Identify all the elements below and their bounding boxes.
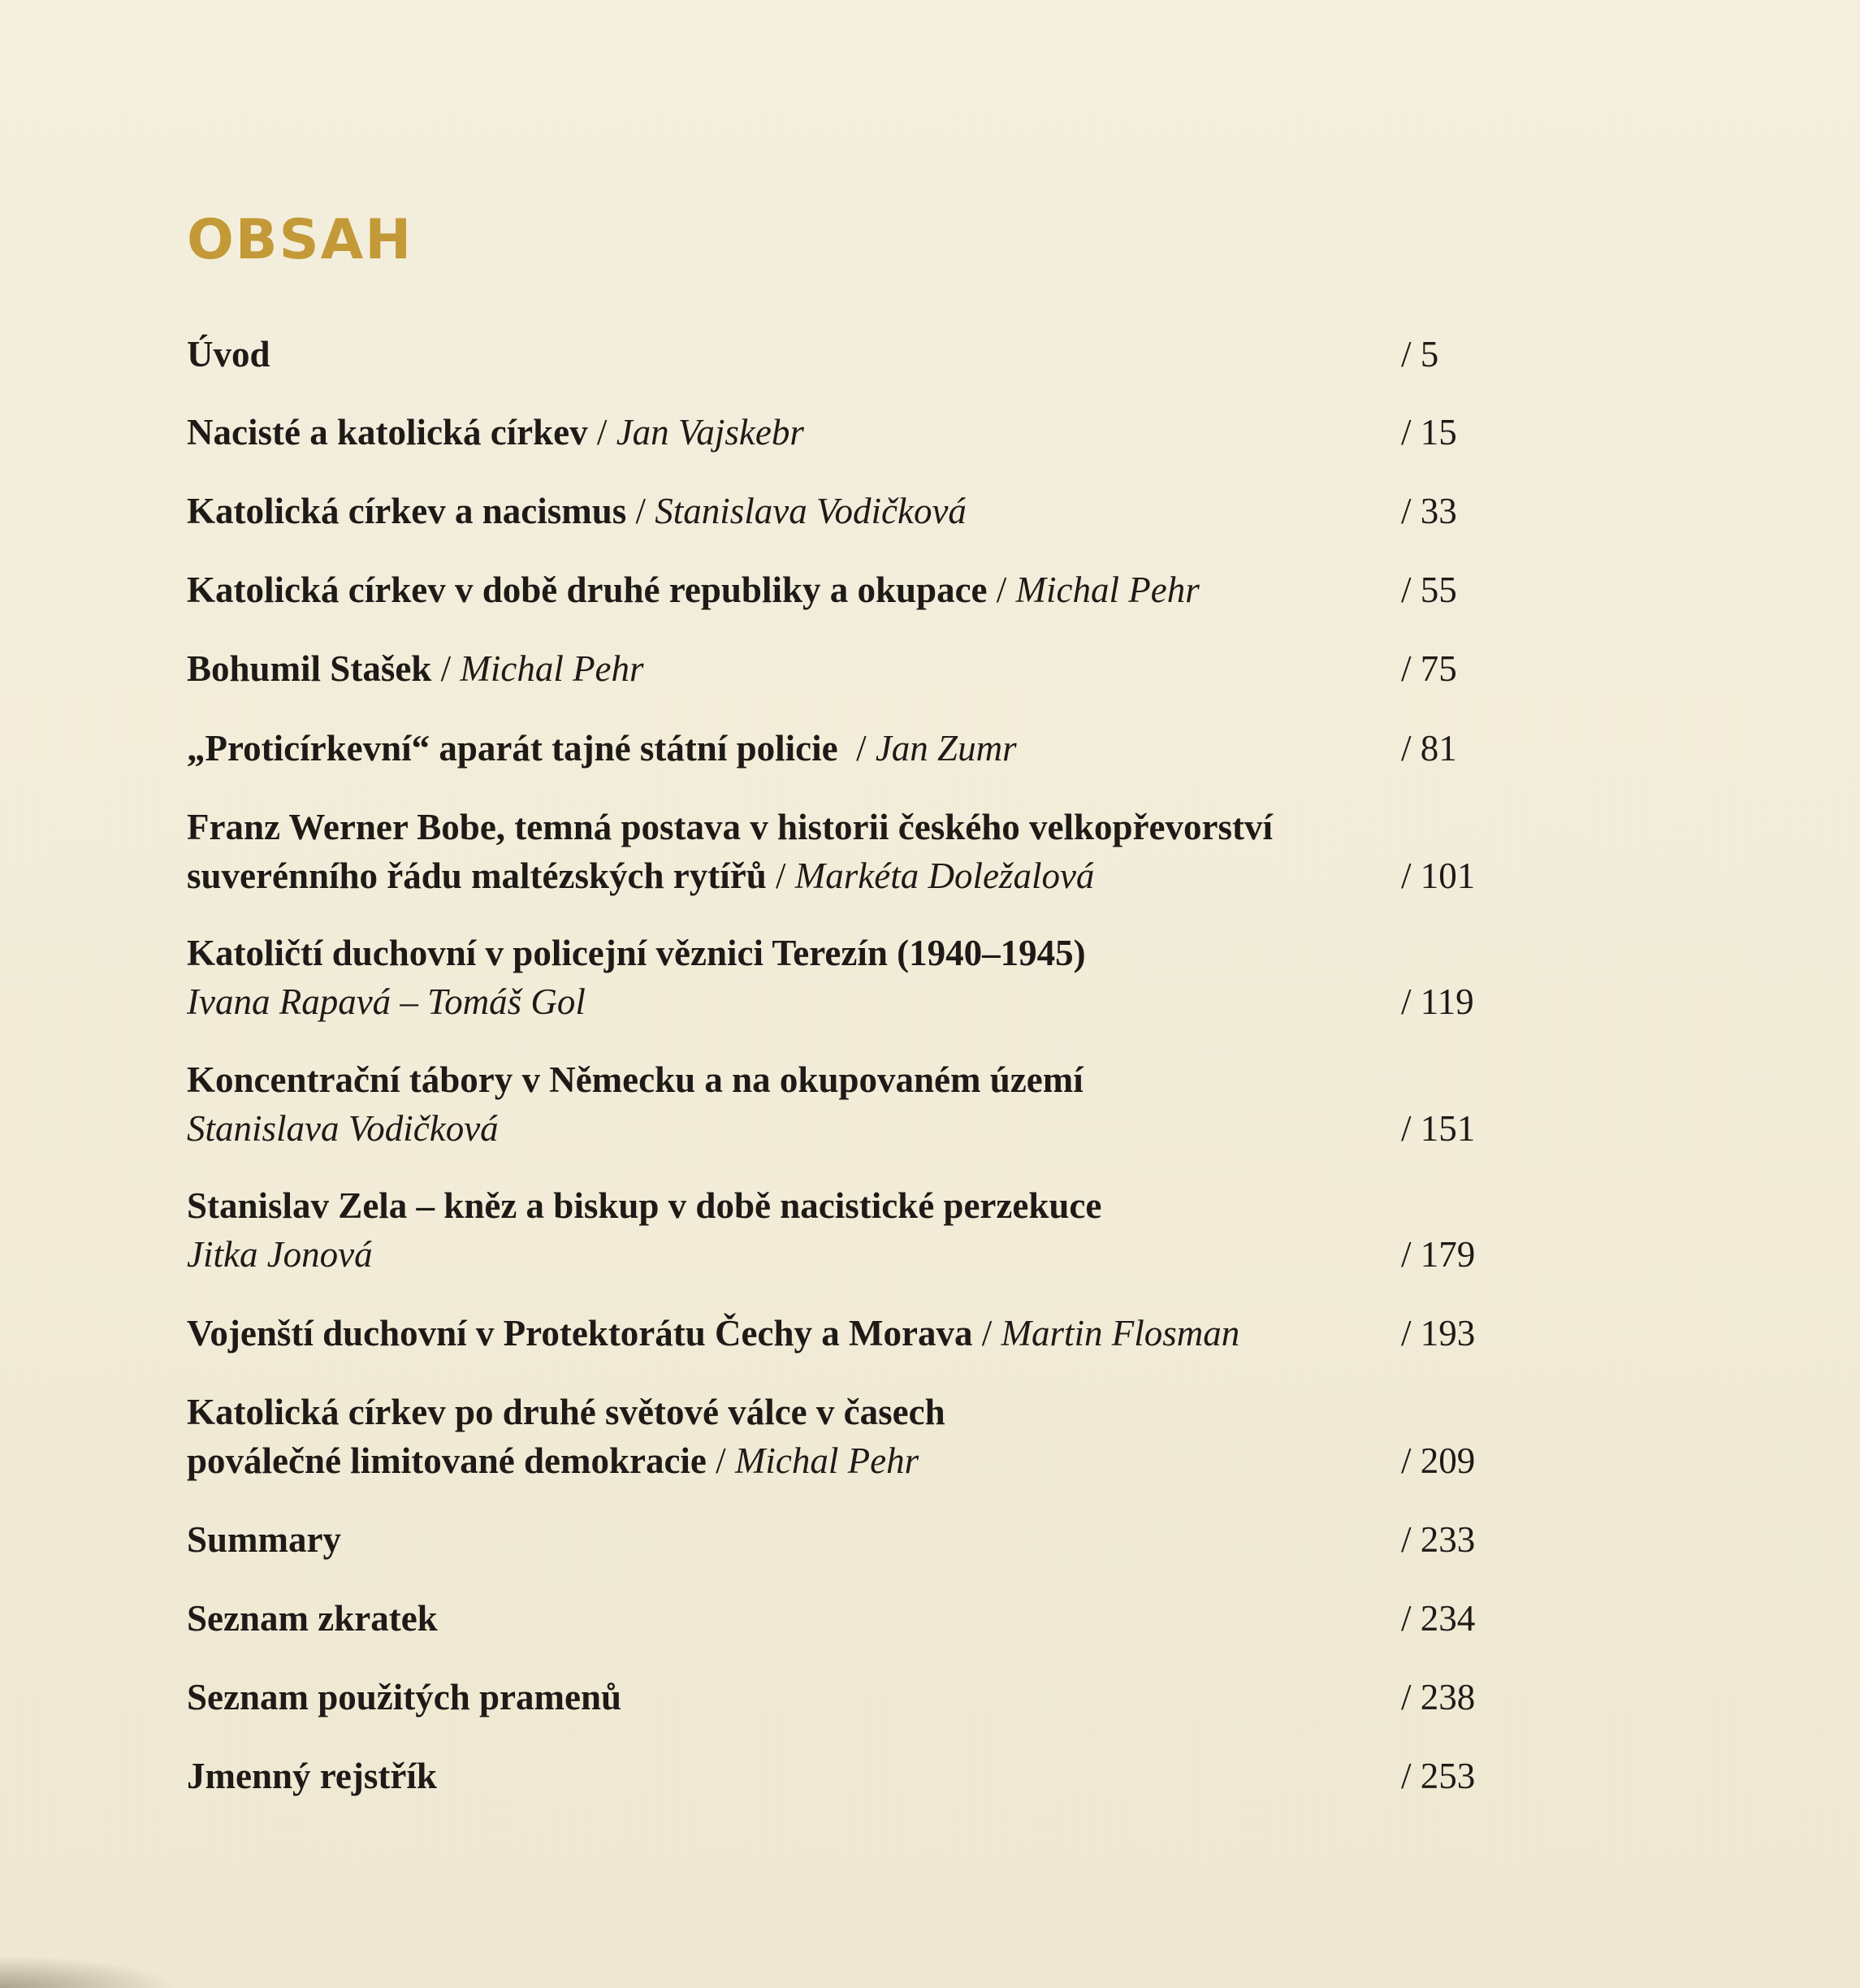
toc-page-number: / 5 <box>1401 334 1439 375</box>
toc-separator: / <box>626 491 655 531</box>
toc-page-number: / 234 <box>1401 1598 1476 1639</box>
toc-entry[interactable] <box>187 648 1482 691</box>
toc-title: Bohumil Stašek <box>187 648 432 689</box>
toc-separator: / <box>837 728 876 769</box>
toc-author: Martin Flosman <box>1001 1313 1240 1353</box>
toc-page-number: / 193 <box>1401 1313 1476 1353</box>
toc-entry[interactable] <box>187 572 1482 613</box>
toc-title: Katolická církev a nacismus <box>187 491 627 531</box>
toc-separator: / <box>587 412 616 453</box>
toc-title: Katoličtí duchovní v policejní věznici Terezín (1940–1945) <box>187 933 1086 973</box>
toc-author: Jitka Jonová <box>187 1234 373 1275</box>
toc-title: Summary <box>187 1519 341 1560</box>
toc-separator: / <box>987 570 1016 610</box>
toc-page-number: / 101 <box>1401 855 1476 896</box>
toc-author: Ivana Rapavá – Tomáš Gol <box>187 981 586 1022</box>
toc-page-number: / 33 <box>1401 491 1457 531</box>
toc-page-number: / 253 <box>1401 1756 1476 1796</box>
toc-title: „Proticírkevní“ aparát tajné státní policie <box>187 728 838 769</box>
toc-title: Franz Werner Bobe, temná postava v historii českého velkopřevorství <box>187 807 1273 847</box>
toc-entry[interactable] <box>187 1519 1482 1562</box>
toc-page-number: / 238 <box>1401 1677 1476 1717</box>
toc-separator: / <box>972 1313 1001 1353</box>
toc-page-number: / 15 <box>1401 412 1457 453</box>
toc-entry[interactable] <box>187 1679 1482 1720</box>
toc-entry[interactable] <box>187 1758 1482 1799</box>
toc-author: Stanislava Vodičková <box>187 1108 499 1149</box>
table-of-contents <box>187 0 1486 1988</box>
toc-page-number: / 233 <box>1401 1519 1476 1560</box>
toc-title: Koncentrační tábory v Německu a na okupovaném území <box>187 1059 1084 1100</box>
page-corner-shadow <box>0 1956 179 1988</box>
toc-separator: / <box>431 648 461 689</box>
toc-title: Seznam zkratek <box>187 1598 438 1639</box>
toc-author: Michal Pehr <box>1015 570 1200 610</box>
toc-page-number: / 119 <box>1401 981 1474 1022</box>
toc-entry[interactable] <box>187 935 1482 1024</box>
toc-entry[interactable] <box>187 1315 1482 1356</box>
toc-page-number: / 179 <box>1401 1234 1476 1275</box>
toc-separator: / <box>706 1440 735 1481</box>
toc-entry[interactable] <box>187 1185 1482 1277</box>
toc-title: Vojenští duchovní v Protektorátu Čechy a Morava <box>187 1313 973 1353</box>
toc-separator: / <box>766 855 795 896</box>
toc-entry[interactable] <box>187 1600 1482 1641</box>
toc-entry[interactable] <box>187 1394 1482 1483</box>
toc-entry[interactable] <box>187 493 1482 534</box>
toc-page-number: / 81 <box>1401 728 1457 769</box>
toc-title: Úvod <box>187 334 270 375</box>
toc-title-continued: poválečné limitované demokracie <box>187 1440 707 1481</box>
toc-page-number: / 75 <box>1401 648 1457 689</box>
toc-author: Stanislava Vodičková <box>655 491 967 531</box>
toc-entry[interactable] <box>187 414 1482 455</box>
toc-author: Markéta Doležalová <box>794 855 1095 896</box>
toc-author: Michal Pehr <box>460 648 644 689</box>
toc-title: Seznam použitých pramenů <box>187 1677 622 1717</box>
toc-title: Katolická církev po druhé světové válce v časech <box>187 1392 945 1432</box>
toc-title: Nacisté a katolická církev <box>187 412 588 453</box>
toc-entry[interactable] <box>187 1059 1482 1151</box>
page-title: OBSAH <box>187 208 413 272</box>
toc-author: Jan Zumr <box>875 728 1017 769</box>
toc-title: Stanislav Zela – kněz a biskup v době nacistické perzekuce <box>187 1185 1102 1226</box>
toc-page-number: / 209 <box>1401 1440 1476 1481</box>
toc-title: Jmenný rejstřík <box>187 1756 437 1796</box>
toc-author: Jan Vajskebr <box>616 412 804 453</box>
toc-author: Michal Pehr <box>734 1440 919 1481</box>
toc-entry[interactable] <box>187 809 1482 899</box>
toc-page-number: / 55 <box>1401 570 1457 610</box>
toc-entry[interactable] <box>187 730 1482 771</box>
toc-page-number: / 151 <box>1401 1108 1476 1149</box>
toc-title-continued: suverénního řádu maltézských rytířů <box>187 855 767 896</box>
toc-entry[interactable] <box>187 336 1482 377</box>
toc-title: Katolická církev v době druhé republiky a okupace <box>187 570 988 610</box>
